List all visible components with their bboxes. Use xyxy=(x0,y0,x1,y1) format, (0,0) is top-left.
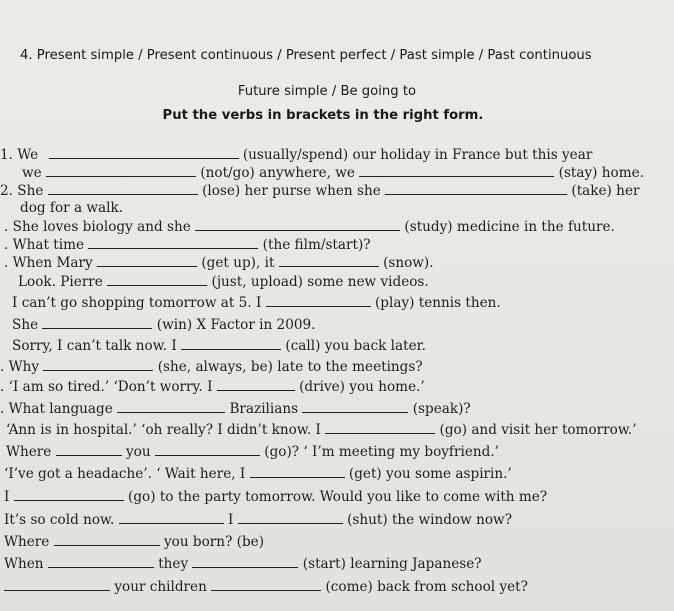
worksheet-title: 4. Present simple / Present continuous / Present perfect / Past simple / Past continuous xyxy=(20,48,592,63)
line-text: . What time xyxy=(4,237,85,253)
answer-blank[interactable] xyxy=(195,218,400,231)
line-text: we xyxy=(22,165,42,181)
line-text: Sorry, I can’t talk now. I xyxy=(12,338,177,354)
line-text: (not/go) anywhere, we xyxy=(200,165,355,181)
line-text: (just, upload) some new videos. xyxy=(211,274,429,290)
answer-blank[interactable] xyxy=(250,465,345,478)
exercise-line xyxy=(4,511,512,528)
line-text: (get up), it xyxy=(201,255,275,271)
answer-blank[interactable] xyxy=(42,316,152,329)
answer-blank[interactable] xyxy=(359,164,554,177)
answer-blank[interactable] xyxy=(88,236,258,249)
answer-blank[interactable] xyxy=(46,164,196,177)
line-text: dog for a walk. xyxy=(20,200,124,216)
exercise-line xyxy=(4,488,547,505)
exercise-line xyxy=(4,465,512,482)
line-text: . ‘I am so tired.’ ‘Don’t worry. I xyxy=(0,379,213,395)
answer-blank[interactable] xyxy=(181,337,281,350)
answer-blank[interactable] xyxy=(48,555,154,568)
exercise-line xyxy=(4,236,371,253)
line-text: (go)? ‘ I’m meeting my boyfriend.’ xyxy=(264,444,499,460)
exercise-line xyxy=(0,182,639,199)
line-text: Where xyxy=(6,444,52,460)
line-text: (drive) you home.’ xyxy=(299,379,425,395)
answer-blank[interactable] xyxy=(54,533,160,546)
exercise-line xyxy=(4,533,264,550)
exercise-line xyxy=(4,578,528,595)
line-text: (get) you some aspirin.’ xyxy=(348,466,512,482)
answer-blank[interactable] xyxy=(192,555,298,568)
line-text: (snow). xyxy=(383,255,434,271)
line-text: (call) you back later. xyxy=(285,338,426,354)
exercise-line xyxy=(20,200,123,216)
answer-blank[interactable] xyxy=(266,294,371,307)
answer-blank[interactable] xyxy=(302,400,408,413)
answer-blank[interactable] xyxy=(97,254,197,267)
line-text: 2. She xyxy=(0,183,44,199)
line-text: Brazilians xyxy=(229,401,299,417)
line-text: (shut) the window now? xyxy=(347,512,512,528)
answer-blank[interactable] xyxy=(385,182,567,195)
line-text: (lose) her purse when she xyxy=(202,183,381,199)
line-text: It’s so cold now. xyxy=(4,512,115,528)
exercise-line xyxy=(4,555,482,572)
line-text: (come) back from school yet? xyxy=(325,579,528,595)
line-text: (she, always, be) late to the meetings? xyxy=(157,359,423,375)
line-text: (stay) home. xyxy=(558,165,644,181)
exercise-line xyxy=(6,443,499,460)
exercise-line xyxy=(22,164,644,181)
exercise-line xyxy=(18,273,429,290)
line-text: you xyxy=(125,444,151,460)
exercise-line xyxy=(4,254,434,271)
line-text: (win) X Factor in 2009. xyxy=(156,317,316,333)
line-text: ‘I’ve got a headache’. ‘ Wait here, I xyxy=(4,466,246,482)
answer-blank[interactable] xyxy=(4,578,110,591)
line-text: (the film/start)? xyxy=(262,237,371,253)
answer-blank[interactable] xyxy=(119,511,224,524)
answer-blank[interactable] xyxy=(155,443,260,456)
worksheet-instruction: Put the verbs in brackets in the right form. xyxy=(162,108,484,123)
exercise-line xyxy=(0,400,471,417)
line-text: (play) tennis then. xyxy=(374,295,501,311)
line-text: I xyxy=(228,512,234,528)
line-text: (start) learning Japanese? xyxy=(302,556,482,572)
answer-blank[interactable] xyxy=(14,488,124,501)
answer-blank[interactable] xyxy=(325,421,435,434)
line-text: they xyxy=(158,556,189,572)
line-text: Where xyxy=(4,534,50,550)
line-text: ‘Ann is in hospital.’ ‘oh really? I didn’t know. I xyxy=(6,422,321,438)
exercise-line xyxy=(12,316,315,333)
line-text: I can’t go shopping tomorrow at 5. I xyxy=(12,295,262,311)
answer-blank[interactable] xyxy=(48,182,198,195)
line-text: your children xyxy=(114,579,207,595)
answer-blank[interactable] xyxy=(43,358,153,371)
answer-blank[interactable] xyxy=(238,511,343,524)
answer-blank[interactable] xyxy=(56,443,122,456)
answer-blank[interactable] xyxy=(279,254,379,267)
line-text: you born? (be) xyxy=(163,534,265,550)
answer-blank[interactable] xyxy=(117,400,225,413)
line-text: (go) to the party tomorrow. Would you like to come with me? xyxy=(128,489,548,505)
line-text: 1. We xyxy=(0,147,39,163)
line-text: I xyxy=(4,489,10,505)
line-text: She xyxy=(12,317,39,333)
line-text: . She loves biology and she xyxy=(4,219,191,235)
exercise-line xyxy=(4,218,615,235)
line-text: (go) and visit her tomorrow.’ xyxy=(439,422,637,438)
line-text: (speak)? xyxy=(412,401,471,417)
line-text: When xyxy=(4,556,44,572)
line-text: (usually/spend) our holiday in France but this year xyxy=(242,147,593,163)
line-text: . When Mary xyxy=(4,255,93,271)
answer-blank[interactable] xyxy=(217,378,295,391)
line-text: (take) her xyxy=(571,183,640,199)
answer-blank[interactable] xyxy=(49,146,239,159)
answer-blank[interactable] xyxy=(107,273,207,286)
exercise-line xyxy=(12,294,501,311)
exercise-line xyxy=(0,146,592,163)
line-text: Look. Pierre xyxy=(18,274,103,290)
answer-blank[interactable] xyxy=(211,578,321,591)
exercise-line xyxy=(0,378,425,395)
exercise-line xyxy=(6,421,637,438)
line-text: . What language xyxy=(0,401,113,417)
exercise-line xyxy=(12,337,426,354)
line-text: (study) medicine in the future. xyxy=(404,219,615,235)
line-text: . Why xyxy=(0,359,40,375)
exercise-line xyxy=(0,358,423,375)
worksheet-subtitle: Future simple / Be going to xyxy=(237,84,417,99)
